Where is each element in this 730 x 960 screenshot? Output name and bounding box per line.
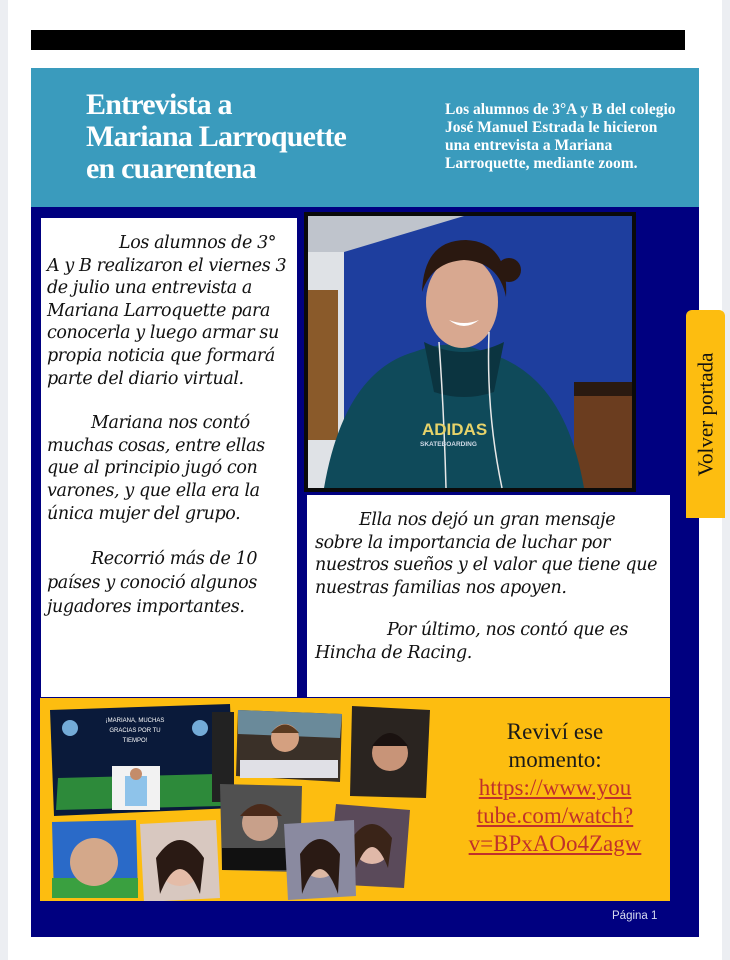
replay-label: momento: xyxy=(508,747,602,772)
title-line: en cuarentena xyxy=(86,152,256,185)
title-line: Mariana Larroquette xyxy=(86,120,347,153)
back-to-cover-button[interactable] xyxy=(686,310,725,518)
title-line: Entrevista a xyxy=(86,88,232,121)
sweatshirt-logo: ADIDAS xyxy=(422,420,488,439)
thank-you-banner xyxy=(50,704,234,816)
link-line: v=BPxAOo4Zagw xyxy=(468,831,642,856)
paragraph: Mariana nos contó muchas cosas, entre ellas que al principio jugó con varones, y que ella era la única mujer del grupo. xyxy=(47,413,265,524)
top-black-bar xyxy=(31,30,685,50)
svg-text:SKATEBOARDING: SKATEBOARDING xyxy=(420,441,477,448)
participant-tile xyxy=(140,820,220,901)
youtube-link[interactable] xyxy=(445,774,665,858)
header-banner xyxy=(31,68,699,207)
link-line: tube.com/watch? xyxy=(476,803,634,828)
paragraph: Ella nos dejó un gran mensaje sobre la importancia de luchar por nuestros sueños y el valor que tiene que nuestras familias nos apoyen. xyxy=(315,510,658,598)
replay-callout xyxy=(445,718,665,858)
replay-label: Reviví ese xyxy=(506,719,604,744)
left-text-column xyxy=(41,218,297,697)
banner-text: TIEMPO! xyxy=(122,738,148,744)
right-text-column xyxy=(307,495,670,697)
link-line: https://www.you xyxy=(478,775,632,800)
banner-text: GRACIAS POR TU xyxy=(109,728,161,734)
video-call-collage xyxy=(40,698,450,901)
participant-tile xyxy=(236,710,342,782)
article-title xyxy=(86,89,426,185)
interview-photo xyxy=(304,212,636,492)
page-number: Página 1 xyxy=(612,910,658,922)
participant-tile xyxy=(284,820,356,900)
paragraph: Los alumnos de 3° A y B realizaron el viernes 3 de julio una entrevista a Mariana Larroquette para conocerla y luego armar su propia noticia que formará parte del diario virtual. xyxy=(47,233,287,389)
banner-text: ¡MARIANA, MUCHAS xyxy=(105,718,165,724)
back-to-cover-label: Volver portada xyxy=(693,352,718,476)
paragraph: Por último, nos contó que es Hincha de Racing. xyxy=(315,620,628,663)
paragraph: Recorrió más de 10 países y conoció algunos jugadores importantes. xyxy=(47,549,258,618)
participant-tile xyxy=(52,820,138,898)
video-call-section xyxy=(40,698,670,901)
article-subtitle: Los alumnos de 3°A y B del colegio José Manuel Estrada le hicieron una entrevista a Mariana Larroquette, mediante zoom. xyxy=(445,101,676,172)
interview-photo-image xyxy=(304,212,636,492)
participant-tile xyxy=(350,706,430,798)
